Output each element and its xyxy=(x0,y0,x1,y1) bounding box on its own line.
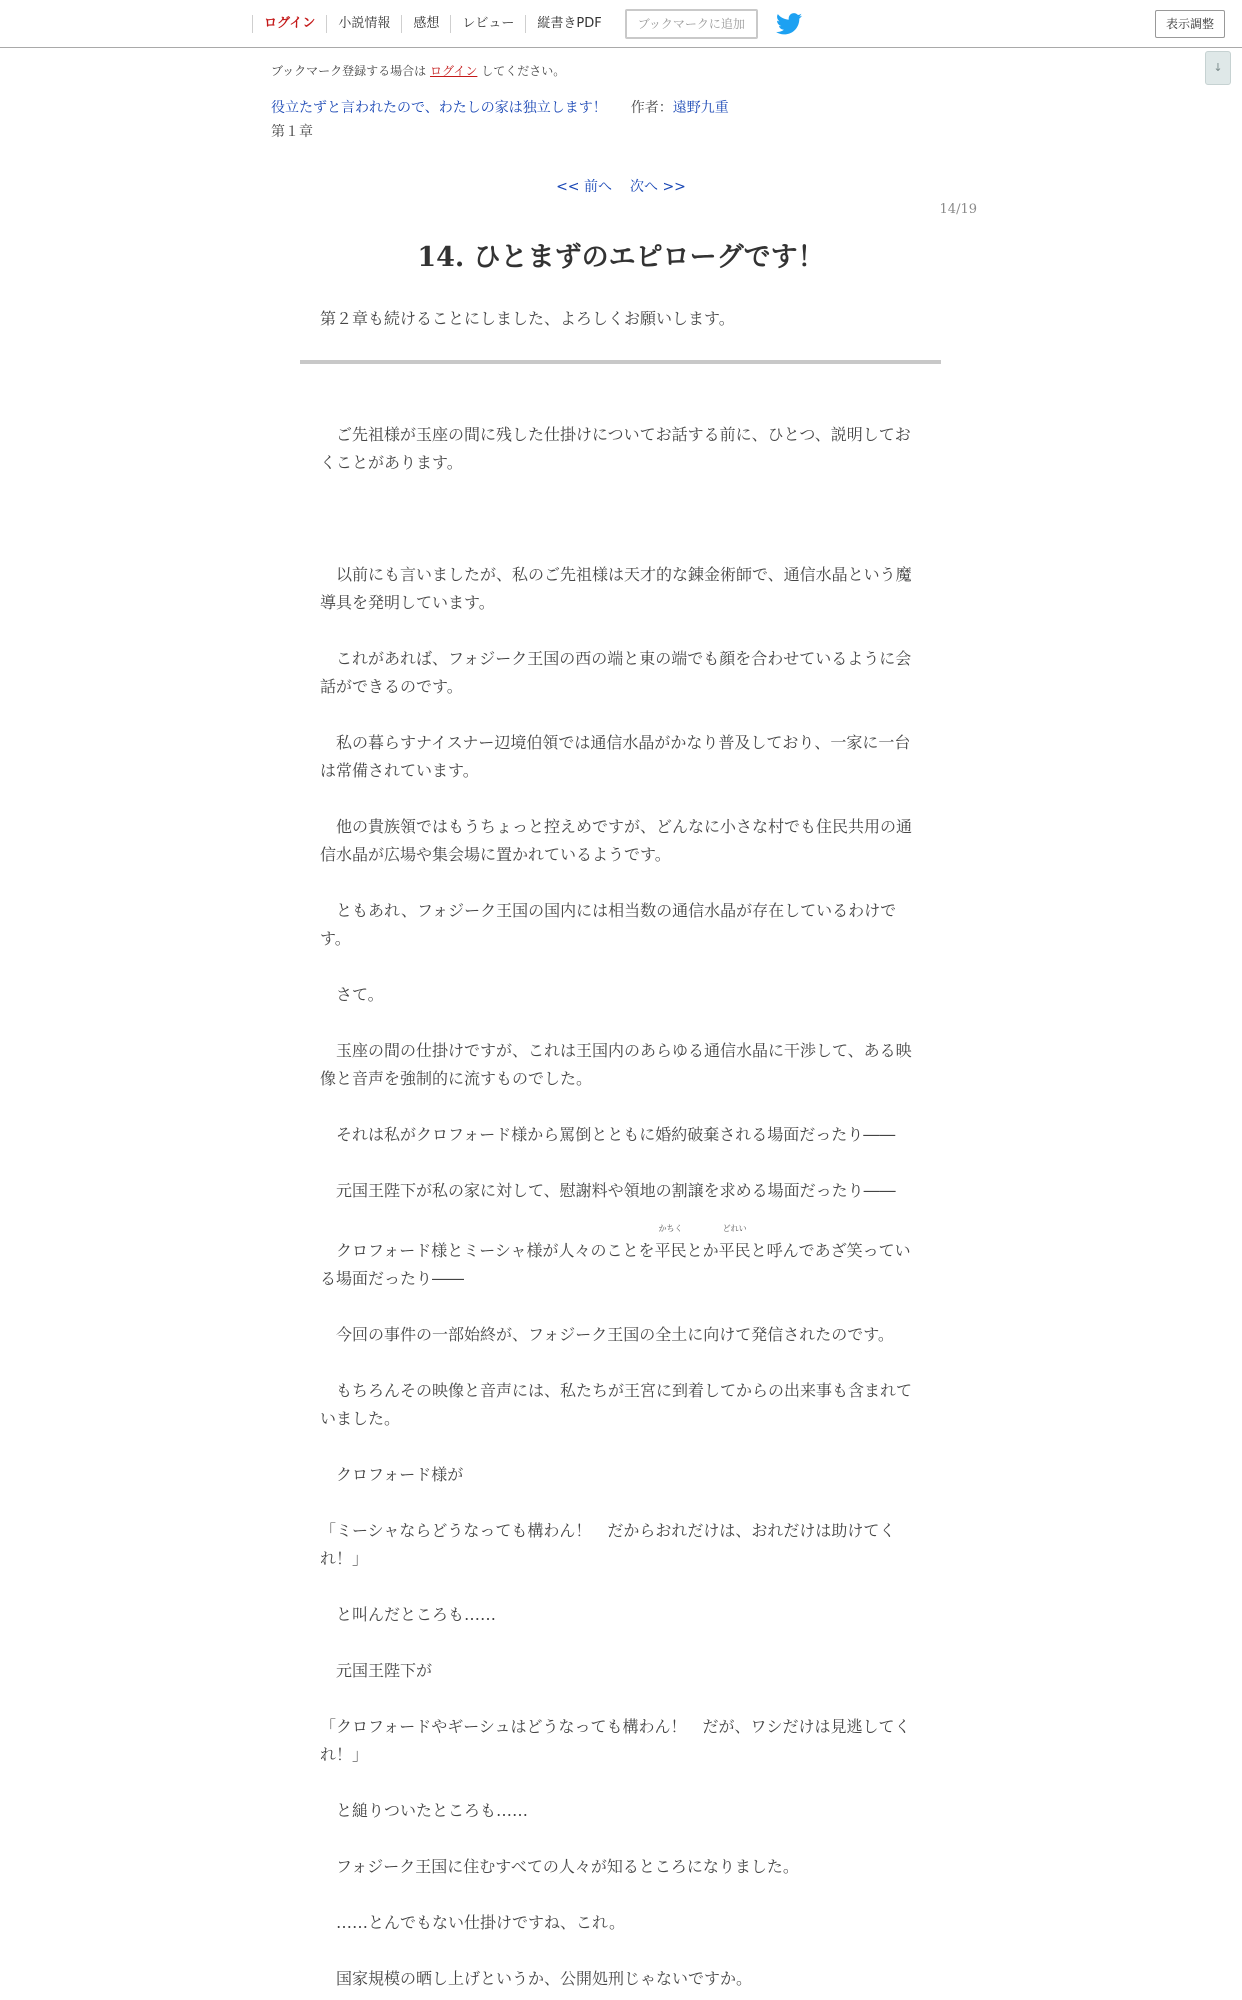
preface-divider xyxy=(300,360,941,364)
nav-login[interactable]: ログイン xyxy=(252,15,326,33)
body-paragraph: 私の暮らすナイスナー辺境伯領では通信水晶がかなり普及しており、一家に一台は常備されています。 xyxy=(320,733,911,780)
episode-pager xyxy=(0,176,1242,196)
body-paragraph: ともあれ、フォジーク王国の国内には相当数の通信水晶が存在しているわけです。 xyxy=(320,901,897,948)
body-paragraph: もちろんその映像と音声には、私たちが王宮に到着してからの出来事も含まれていました。 xyxy=(320,1381,913,1428)
main-nav xyxy=(252,0,802,47)
ruby-word xyxy=(654,1224,687,1265)
body-paragraph: ……とんでもない仕掛けですね、これ。 xyxy=(320,1913,625,1932)
chapter-label: 第１章 xyxy=(271,124,313,140)
ruby-annotation: どれい xyxy=(722,1224,747,1233)
body-text: とか xyxy=(686,1241,719,1260)
body-text: と呼んであざ笑っている場面だったり―― xyxy=(320,1241,911,1288)
nav-novel-info[interactable]: 小説情報 xyxy=(326,15,401,33)
series-title-link[interactable]: 役立たずと言われたので、わたしの家は独立します！ xyxy=(271,100,607,116)
body-paragraph: 今回の事件の一部始終が、フォジーク王国の全土に向けて発信されたのです。 xyxy=(320,1325,894,1344)
nav-review[interactable]: レビュー xyxy=(450,15,525,33)
ruby-base: 平民 xyxy=(718,1241,751,1260)
down-arrow-icon: ↓ xyxy=(1213,61,1223,74)
nav-vertical-pdf[interactable]: 縦書きPDF xyxy=(525,15,612,33)
novel-body xyxy=(320,421,920,1993)
episode-title: 14. ひとまずのエピローグです！ xyxy=(417,242,825,273)
body-paragraph: これがあれば、フォジーク王国の西の端と東の端でも顔を合わせているように会話ができるのです。 xyxy=(320,649,912,696)
scroll-down-button[interactable] xyxy=(1205,51,1231,85)
body-paragraph: 以前にも言いましたが、私のご先祖様は天才的な錬金術師で、通信水晶という魔導具を発明しています。 xyxy=(320,565,912,612)
bookmark-add-button[interactable]: ブックマークに追加 xyxy=(625,9,758,39)
display-settings-button[interactable]: 表示調整 xyxy=(1155,10,1225,38)
ruby-base: 平民 xyxy=(654,1241,687,1260)
body-paragraph: 元国王陛下が私の家に対して、慰謝料や領地の割譲を求める場面だったり―― xyxy=(320,1181,896,1200)
body-paragraph: 他の貴族領ではもうちょっと控えめですが、どんなに小さな村でも住民共用の通信水晶が広場や集会場に置かれているようです。 xyxy=(320,817,913,864)
body-paragraph: ご先祖様が玉座の間に残した仕掛けについてお話する前に、ひとつ、説明しておくことがあります。 xyxy=(320,425,911,472)
body-paragraph: 国家規模の晒し上げというか、公開処刑じゃないですか。 xyxy=(320,1969,753,1988)
body-paragraph: と縋りついたところも…… xyxy=(320,1801,529,1820)
ruby-annotation: かちく xyxy=(658,1224,683,1233)
series-info xyxy=(271,97,729,117)
nav-impressions[interactable]: 感想 xyxy=(401,15,450,33)
body-paragraph: さて。 xyxy=(320,985,384,1004)
page-count: 14/19 xyxy=(939,202,977,217)
prev-episode-link[interactable]: << 前へ xyxy=(556,179,612,195)
author-link[interactable]: 遠野九重 xyxy=(672,100,729,116)
next-episode-link[interactable]: 次へ >> xyxy=(630,179,686,195)
body-paragraph: 「ミーシャならどうなっても構わん！ だからおれだけは、おれだけは助けてくれ！」 xyxy=(320,1521,896,1568)
ruby-word xyxy=(718,1224,751,1265)
body-text: クロフォード様とミーシャ様が人々のことを xyxy=(320,1241,655,1260)
body-paragraph: と叫んだところも…… xyxy=(320,1605,497,1624)
body-paragraph-with-ruby xyxy=(320,1224,920,1293)
bookmark-notice-text-after: してください。 xyxy=(477,64,566,78)
top-navigation-bar xyxy=(0,0,1242,48)
twitter-bird-icon[interactable] xyxy=(776,13,802,35)
body-paragraph: 玉座の間の仕掛けですが、これは王国内のあらゆる通信水晶に干渉して、ある映像と音声を強制的に流すものでした。 xyxy=(320,1041,912,1088)
bookmark-notice-login-link[interactable]: ログイン xyxy=(429,64,478,78)
bookmark-notice xyxy=(271,62,565,79)
body-paragraph: 元国王陛下が xyxy=(320,1661,433,1680)
body-paragraph: それは私がクロフォード様から罵倒とともに婚約破棄される場面だったり―― xyxy=(320,1125,896,1144)
bookmark-notice-text: ブックマーク登録する場合は xyxy=(271,64,430,78)
body-paragraph: クロフォード様が xyxy=(320,1465,464,1484)
body-paragraph: フォジーク王国に住むすべての人々が知るところになりました。 xyxy=(320,1857,799,1876)
episode-preface: 第２章も続けることにしました、よろしくお願いします。 xyxy=(320,309,735,328)
body-paragraph: 「クロフォードやギーシュはどうなっても構わん！ だが、ワシだけは見逃してくれ！」 xyxy=(320,1717,911,1764)
author-label: 作者： xyxy=(630,100,673,116)
